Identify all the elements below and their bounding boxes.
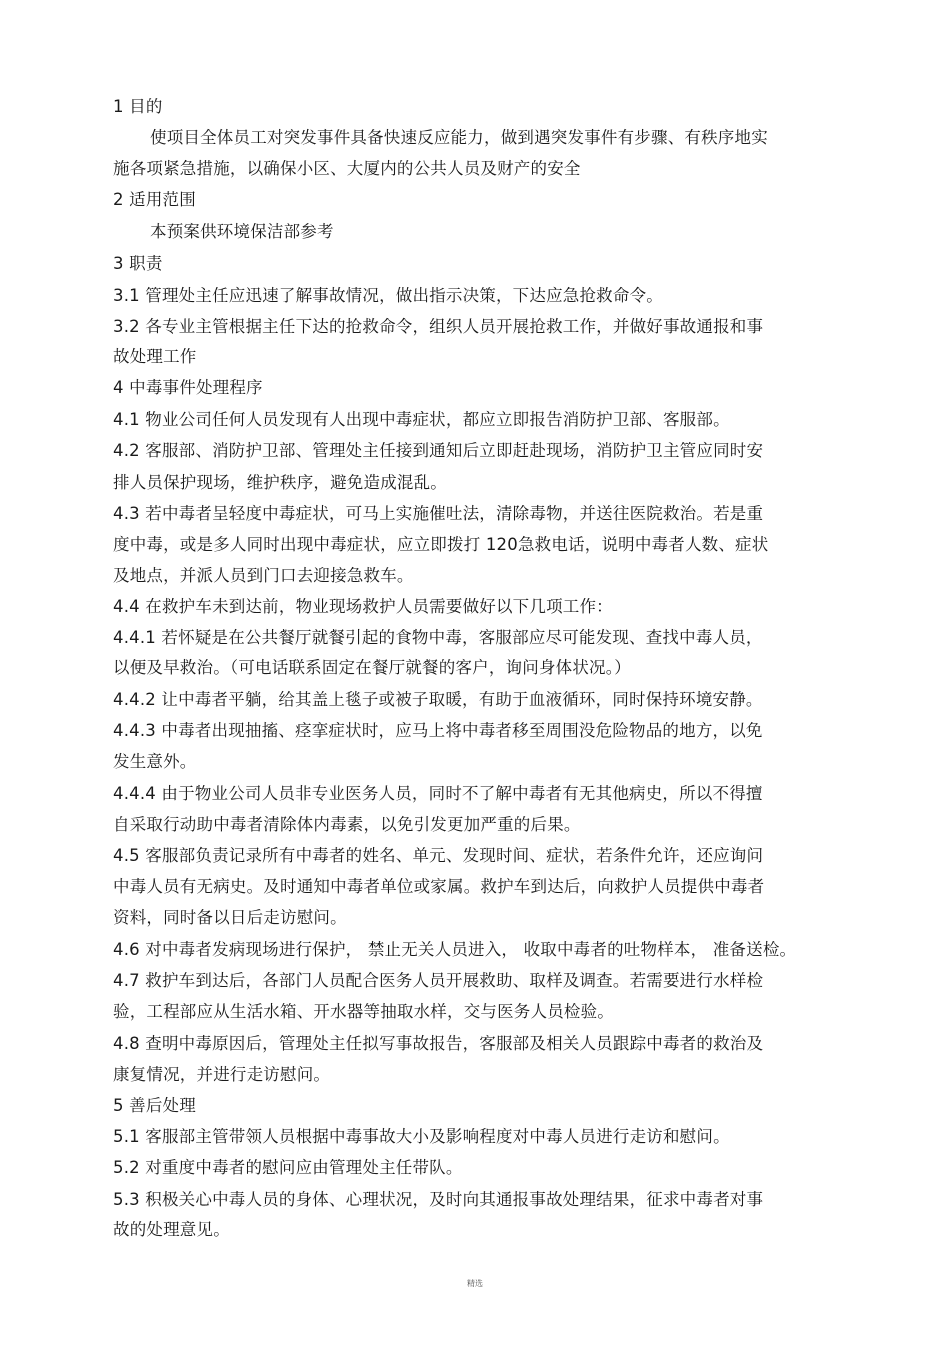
paragraph-line: 施各项紧急措施，以确保小区、大厦内的公共人员及财产的安全 [113,159,581,178]
paragraph-line: 故的处理意见。 [113,1220,230,1239]
paragraph-line: 康复情况，并进行走访慰问。 [113,1065,331,1084]
paragraph-line: 5.1 客服部主管带领人员根据中毒事故大小及影响程度对中毒人员进行走访和慰问。 [113,1127,730,1146]
paragraph-line: 4.6 对中毒者发病现场进行保护， 禁止无关人员进入， 收取中毒者的吐物样本， 准备送检。 [113,940,797,959]
paragraph-line: 排人员保护现场，维护秩序，避免造成混乱。 [113,473,447,492]
paragraph-line: 4.5 客服部负责记录所有中毒者的姓名、单元、发现时间、症状，若条件允许，还应询问 [113,846,764,865]
paragraph-line: 4.4.3 中毒者出现抽搐、痉挛症状时，应马上将中毒者移至周围没危险物品的地方，以免 [113,721,763,740]
heading-2-scope: 2 适用范围 [113,190,196,209]
heading-5-aftermath: 5 善后处理 [113,1096,196,1115]
paragraph-line: 4.2 客服部、消防护卫部、管理处主任接到通知后立即赶赴现场，消防护卫主管应同时安 [113,441,764,460]
paragraph-line: 使项目全体员工对突发事件具备快速反应能力，做到遇突发事件有步骤、有秩序地实 [150,128,768,147]
paragraph-line: 3.1 管理处主任应迅速了解事故情况，做出指示决策，下达应急抢救命令。 [113,286,663,305]
paragraph-line: 4.8 查明中毒原因后，管理处主任拟写事故报告，客服部及相关人员跟踪中毒者的救治及 [113,1034,764,1053]
paragraph-line: 3.2 各专业主管根据主任下达的抢救命令，组织人员开展抢救工作，并做好事故通报和事 [113,317,764,336]
heading-3-duties: 3 职责 [113,254,163,273]
paragraph-line: 4.3 若中毒者呈轻度中毒症状，可马上实施催吐法，清除毒物，并送往医院救治。若是重 [113,504,764,523]
paragraph-line: 4.4 在救护车未到达前，物业现场救护人员需要做好以下几项工作： [113,597,613,616]
paragraph-line: 故处理工作 [113,347,197,366]
paragraph-line: 及地点，并派人员到门口去迎接急救车。 [113,566,414,585]
paragraph-line: 本预案供环境保洁部参考 [150,222,334,241]
paragraph-line: 自采取行动助中毒者清除体内毒素，以免引发更加严重的后果。 [113,815,581,834]
paragraph-line: 验，工程部应从生活水箱、开水器等抽取水样，交与医务人员检验。 [113,1002,614,1021]
paragraph-line: 度中毒，或是多人同时出现中毒症状，应立即拨打 120急救电话，说明中毒者人数、症状 [113,535,769,554]
paragraph-line: 4.7 救护车到达后，各部门人员配合医务人员开展救助、取样及调查。若需要进行水样检 [113,971,764,990]
paragraph-line: 4.1 物业公司任何人员发现有人出现中毒症状，都应立即报告消防护卫部、客服部。 [113,410,730,429]
paragraph-line: 4.4.1 若怀疑是在公共餐厅就餐引起的食物中毒，客服部应尽可能发现、查找中毒人员， [113,628,763,647]
paragraph-line: 5.3 积极关心中毒人员的身体、心理状况，及时向其通报事故处理结果，征求中毒者对事 [113,1190,764,1209]
paragraph-line: 以便及早救治。（可电话联系固定在餐厅就餐的客户，询问身体状况。） [113,658,631,677]
paragraph-line: 4.4.2 让中毒者平躺，给其盖上毯子或被子取暖，有助于血液循环，同时保持环境安静。 [113,690,763,709]
paragraph-line: 资料，同时备以日后走访慰问。 [113,908,347,927]
heading-4-procedure: 4 中毒事件处理程序 [113,378,263,397]
paragraph-line: 发生意外。 [113,752,197,771]
heading-1-purpose: 1 目的 [113,97,163,116]
paragraph-line: 中毒人员有无病史。及时通知中毒者单位或家属。救护车到达后，向救护人员提供中毒者 [113,877,765,896]
paragraph-line: 4.4.4 由于物业公司人员非专业医务人员，同时不了解中毒者有无其他病史，所以不得擅 [113,784,763,803]
paragraph-line: 5.2 对重度中毒者的慰问应由管理处主任带队。 [113,1158,463,1177]
page-footer: 精选 [467,1279,483,1288]
